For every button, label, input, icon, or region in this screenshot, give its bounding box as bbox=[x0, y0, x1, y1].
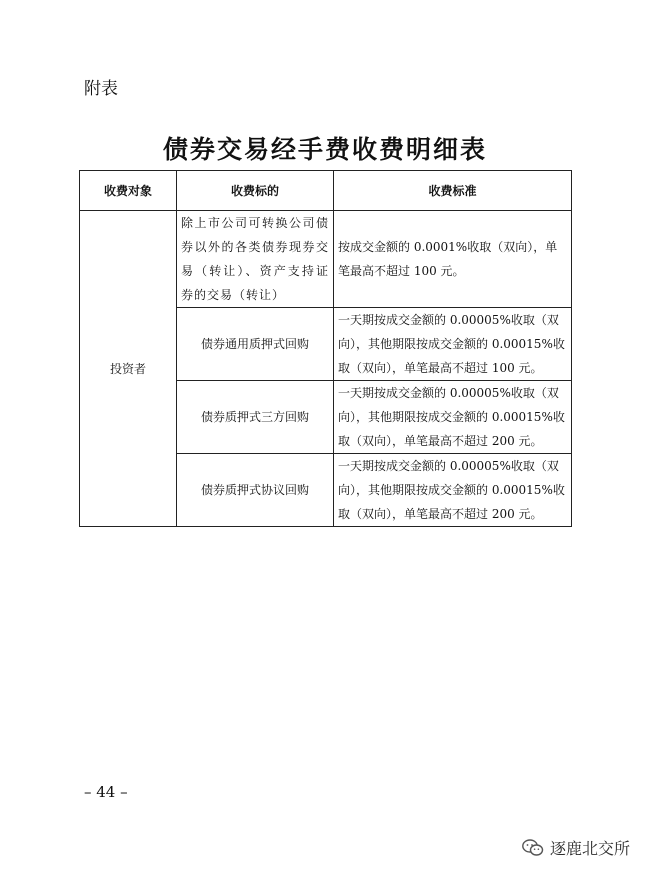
appendix-label: 附表 bbox=[84, 79, 118, 99]
fee-standard-cell: 一天期按成交金额的 0.00005%收取（双向），其他期限按成交金额的 0.00015%收取（双向），单笔最高不超过 200 元。 bbox=[334, 381, 572, 454]
fee-standard-cell: 按成交金额的 0.0001%收取（双向），单笔最高不超过 100 元。 bbox=[334, 211, 572, 308]
header-target: 收费标的 bbox=[177, 171, 334, 211]
fee-table bbox=[79, 170, 572, 527]
fee-target-cell: 债券质押式三方回购 bbox=[177, 381, 334, 454]
fee-target-cell: 除上市公司可转换公司债券以外的各类债券现券交易（转让）、资产支持证券的交易（转让） bbox=[177, 211, 334, 308]
fee-standard-cell: 一天期按成交金额的 0.00005%收取（双向），其他期限按成交金额的 0.00015%收取（双向），单笔最高不超过 200 元。 bbox=[334, 454, 572, 527]
watermark-text: 逐鹿北交所 bbox=[549, 839, 630, 858]
fee-target-cell: 债券通用质押式回购 bbox=[177, 308, 334, 381]
page-number: – 44 – bbox=[84, 783, 128, 801]
page-title: 债券交易经手费收费明细表 bbox=[162, 135, 487, 164]
table-header-row bbox=[80, 171, 572, 211]
table-row bbox=[80, 211, 572, 308]
watermark bbox=[522, 836, 630, 859]
payer-cell: 投资者 bbox=[80, 211, 177, 527]
fee-target-cell: 债券质押式协议回购 bbox=[177, 454, 334, 527]
wechat-icon bbox=[522, 839, 544, 857]
header-standard: 收费标准 bbox=[334, 171, 572, 211]
header-payer: 收费对象 bbox=[80, 171, 177, 211]
fee-standard-cell: 一天期按成交金额的 0.00005%收取（双向），其他期限按成交金额的 0.00015%收取（双向），单笔最高不超过 100 元。 bbox=[334, 308, 572, 381]
